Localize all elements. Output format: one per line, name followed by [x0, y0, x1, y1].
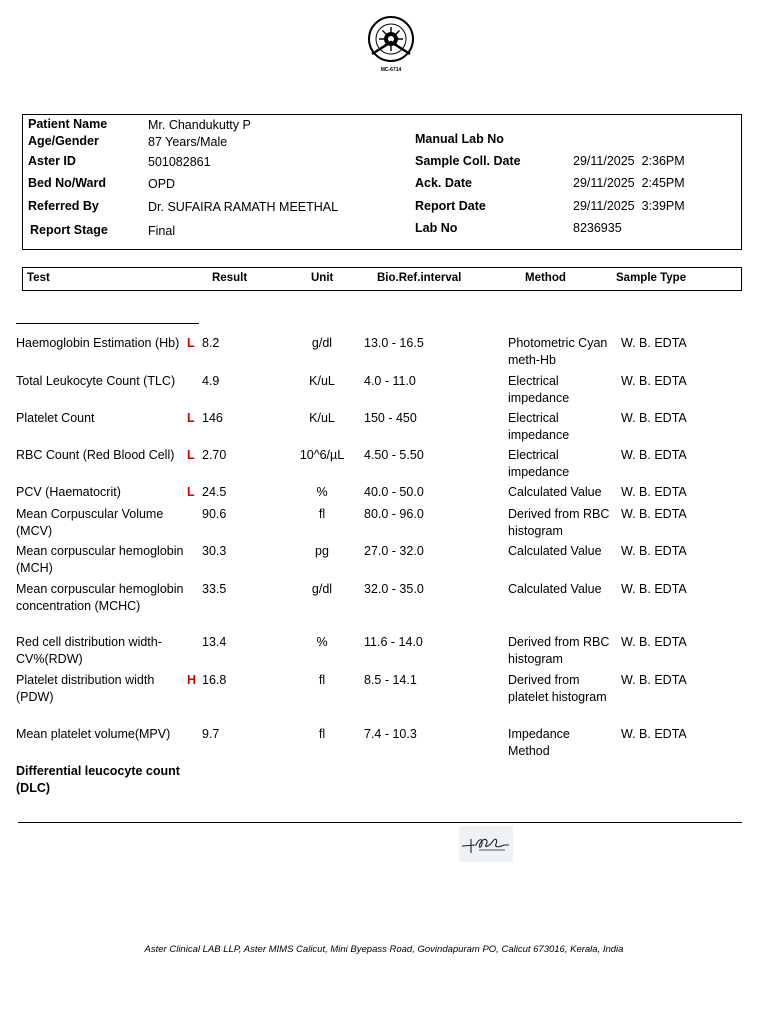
test-method: Calculated Value — [508, 544, 602, 558]
sample-type: W. B. EDTA — [621, 727, 687, 741]
col-sample-type: Sample Type — [616, 272, 687, 284]
sample-type: W. B. EDTA — [621, 673, 687, 687]
patient-field-label: Referred By — [28, 199, 99, 213]
col-ref-interval: Bio.Ref.interval — [377, 272, 462, 284]
result-value: 13.4 — [202, 635, 227, 649]
reference-interval: 32.0 - 35.0 — [364, 582, 424, 596]
test-method: Electrical impedance — [508, 374, 570, 405]
result-flag: L — [187, 448, 195, 462]
result-value: 90.6 — [202, 507, 227, 521]
test-method: Electrical impedance — [508, 411, 570, 442]
test-method: Electrical impedance — [508, 448, 570, 479]
result-value: 30.3 — [202, 544, 227, 558]
sample-type: W. B. EDTA — [621, 544, 687, 558]
test-method: Derived from RBC histogram — [508, 635, 610, 666]
sample-type: W. B. EDTA — [621, 635, 687, 649]
patient-field-value: 501082861 — [148, 155, 211, 169]
patient-field-label: Patient Name — [28, 117, 108, 131]
patient-field-label: Age/Gender — [28, 134, 99, 148]
result-unit: fl — [318, 507, 326, 521]
patient-field-value: OPD — [148, 177, 176, 191]
report-field-label: Ack. Date — [415, 176, 472, 190]
patient-field-value: Final — [148, 224, 176, 238]
test-method: Calculated Value — [508, 582, 602, 596]
reference-interval: 27.0 - 32.0 — [364, 544, 424, 558]
result-unit: % — [316, 485, 328, 499]
patient-field-label: Report Stage — [30, 223, 108, 237]
reference-interval: 11.6 - 14.0 — [364, 635, 423, 649]
result-value: 9.7 — [202, 727, 220, 741]
test-name: PCV (Haematocrit) — [16, 485, 121, 499]
col-result: Result — [212, 272, 248, 284]
result-value: 2.70 — [202, 448, 227, 462]
test-name: Mean corpuscular hemoglobin (MCH) — [16, 544, 184, 575]
test-method: Impedance Method — [508, 727, 570, 758]
test-method: Derived from RBC histogram — [508, 507, 610, 538]
result-flag: L — [187, 411, 195, 425]
test-name: Mean corpuscular hemoglobin concentration (MCHC) — [16, 582, 184, 613]
sample-type: W. B. EDTA — [621, 507, 687, 521]
sample-type: W. B. EDTA — [621, 582, 687, 596]
test-name: Haemoglobin Estimation (Hb) — [16, 336, 180, 350]
sample-type: W. B. EDTA — [621, 411, 687, 425]
result-value: 146 — [202, 411, 223, 425]
test-name: Platelet distribution width (PDW) — [16, 673, 155, 704]
result-value: 16.8 — [202, 673, 227, 687]
reference-interval: 4.50 - 5.50 — [364, 448, 424, 462]
result-unit: pg — [315, 544, 329, 558]
result-value: 8.2 — [202, 336, 220, 350]
test-name: Platelet Count — [16, 411, 95, 425]
report-field-value: 29/11/2025 2:45PM — [573, 176, 685, 190]
report-field-value: 29/11/2025 3:39PM — [573, 199, 685, 213]
dlc-heading: Differential leucocyte count (DLC) — [16, 764, 180, 795]
accreditation-logo — [366, 14, 416, 74]
test-method: Derived from platelet histogram — [508, 673, 607, 704]
patient-field-value: 87 Years/Male — [148, 135, 228, 149]
reference-interval: 4.0 - 11.0 — [364, 374, 416, 388]
result-value: 33.5 — [202, 582, 227, 596]
seal-code: MC-6714 — [380, 67, 402, 73]
reference-interval: 150 - 450 — [364, 411, 417, 425]
test-name: Mean platelet volume(MPV) — [16, 727, 171, 741]
result-unit: g/dl — [311, 582, 333, 596]
handwritten-signature-icon — [459, 826, 513, 862]
col-unit: Unit — [311, 272, 334, 284]
result-unit: K/uL — [309, 374, 335, 388]
result-flag: H — [187, 673, 197, 687]
result-flag: L — [187, 336, 195, 350]
footer-address: Aster Clinical LAB LLP, Aster MIMS Calicut, Mini Byepass Road, Govindapuram PO, Calicut 673016, Kerala, India — [144, 944, 624, 955]
test-name: Total Leukocyte Count (TLC) — [16, 374, 176, 388]
test-name: Red cell distribution width-CV%(RDW) — [16, 635, 162, 666]
report-field-label: Sample Coll. Date — [415, 154, 521, 168]
sample-type: W. B. EDTA — [621, 485, 687, 499]
col-test: Test — [27, 272, 50, 284]
patient-field-value: Mr. Chandukutty P — [148, 118, 251, 132]
section-divider — [16, 323, 199, 324]
result-unit: % — [316, 635, 328, 649]
report-field-label: Lab No — [415, 221, 458, 235]
report-field-label: Manual Lab No — [415, 132, 504, 146]
col-method: Method — [525, 272, 566, 284]
result-unit: g/dl — [311, 336, 333, 350]
result-unit: 10^6/µL — [299, 448, 345, 462]
results-header — [22, 267, 742, 291]
reference-interval: 40.0 - 50.0 — [364, 485, 424, 499]
bottom-divider — [18, 822, 742, 823]
test-method: Calculated Value — [508, 485, 602, 499]
test-method: Photometric Cyan meth-Hb — [508, 336, 608, 367]
reference-interval: 80.0 - 96.0 — [364, 507, 424, 521]
result-flag: L — [187, 485, 195, 499]
report-field-label: Report Date — [415, 199, 486, 213]
result-unit: fl — [318, 727, 326, 741]
reference-interval: 8.5 - 14.1 — [364, 673, 417, 687]
reference-interval: 7.4 - 10.3 — [364, 727, 417, 741]
sample-type: W. B. EDTA — [621, 448, 687, 462]
sample-type: W. B. EDTA — [621, 374, 687, 388]
result-value: 24.5 — [202, 485, 227, 499]
signature-image — [459, 826, 513, 862]
patient-field-label: Bed No/Ward — [28, 176, 107, 190]
result-unit: fl — [318, 673, 326, 687]
report-field-value: 8236935 — [573, 221, 622, 235]
accreditation-seal-icon — [366, 14, 416, 74]
patient-field-value: Dr. SUFAIRA RAMATH MEETHAL — [148, 200, 339, 214]
reference-interval: 13.0 - 16.5 — [364, 336, 424, 350]
result-unit: K/uL — [309, 411, 335, 425]
patient-field-label: Aster ID — [28, 154, 76, 168]
result-value: 4.9 — [202, 374, 220, 388]
test-name: Mean Corpuscular Volume (MCV) — [16, 507, 164, 538]
report-field-value: 29/11/2025 2:36PM — [573, 154, 685, 168]
test-name: RBC Count (Red Blood Cell) — [16, 448, 175, 462]
sample-type: W. B. EDTA — [621, 336, 687, 350]
